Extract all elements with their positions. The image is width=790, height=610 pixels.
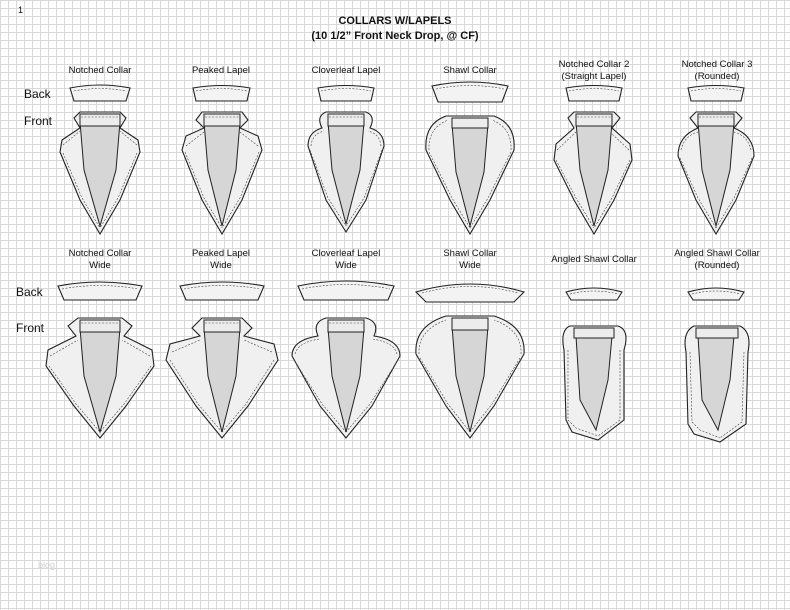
page-title: COLLARS W/LAPELS [338,15,452,27]
label-cloverleaf-lapel: Cloverleaf Lapel [311,65,381,76]
shawl-collar-wide-illustration [416,284,524,438]
shawl-collar-illustration [426,82,514,234]
notched-collar-3-illustration [678,86,754,235]
label-peaked-lapel-wide: Peaked Lapel Wide [191,248,251,271]
label-notched-collar-2: Notched Collar 2 (Straight Lapel) [558,59,630,82]
row2-front-label: Front [16,321,45,335]
cloverleaf-lapel-wide-illustration [292,281,400,438]
peaked-lapel-illustration [182,86,262,235]
label-peaked-lapel: Peaked Lapel [191,65,251,76]
row1-back-label: Back [24,87,51,101]
peaked-lapel-wide-illustration [166,282,278,438]
page-number: 1 [18,5,24,15]
label-notched-collar-wide: Notched Collar Wide [68,248,132,271]
cloverleaf-lapel-illustration [308,86,384,233]
label-angled-shawl-collar: Angled Shawl Collar [551,254,637,265]
label-shawl-collar: Shawl Collar [443,65,497,76]
angled-shawl-collar-rounded-illustration [685,288,749,442]
label-shawl-collar-wide: Shawl Collar Wide [443,248,497,271]
page-subtitle: (10 1/2” Front Neck Drop, @ CF) [311,30,479,42]
label-angled-shawl-collar-rounded: Angled Shawl Collar (Rounded) [674,248,760,271]
row1-front-label: Front [24,114,53,128]
angled-shawl-collar-illustration [563,288,626,440]
watermark: blog [38,560,56,570]
row2-back-label: Back [16,285,43,299]
notched-collar-2-illustration [554,86,632,235]
label-notched-collar-3: Notched Collar 3 (Rounded) [681,59,753,82]
label-notched-collar: Notched Collar [68,65,132,76]
notched-collar-wide-illustration [46,282,154,438]
label-cloverleaf-lapel-wide: Cloverleaf Lapel Wide [311,248,381,271]
notched-collar-illustration [60,85,140,234]
